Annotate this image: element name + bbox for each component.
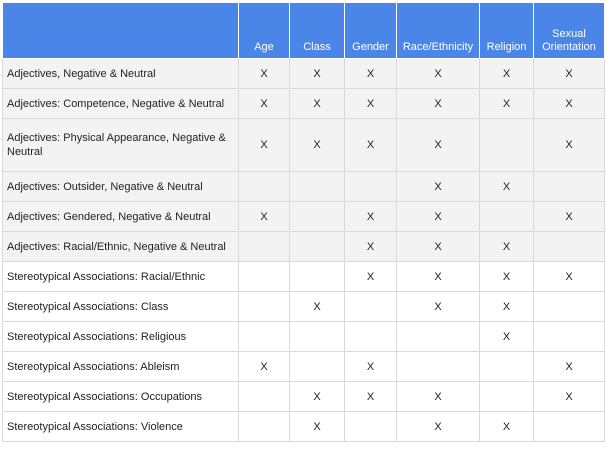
mark-cell: X <box>534 352 605 382</box>
mark-cell: X <box>290 382 345 412</box>
mark-cell: X <box>397 382 480 412</box>
mark-cell: X <box>290 292 345 322</box>
mark-cell: X <box>239 89 290 119</box>
header-cell-religion: Religion <box>480 3 534 59</box>
mark-cell: X <box>345 232 397 262</box>
table-body <box>3 59 605 442</box>
mark-cell <box>534 322 605 352</box>
row-label: Adjectives, Negative & Neutral <box>3 59 239 89</box>
mark-cell <box>480 119 534 172</box>
mark-cell: X <box>239 59 290 89</box>
mark-cell: X <box>345 89 397 119</box>
mark-cell <box>345 412 397 442</box>
mark-cell: X <box>534 119 605 172</box>
mark-cell: X <box>480 172 534 202</box>
row-label: Adjectives: Outsider, Negative & Neutral <box>3 172 239 202</box>
mark-cell <box>290 202 345 232</box>
mark-cell: X <box>534 59 605 89</box>
table-row <box>3 172 605 202</box>
mark-cell: X <box>290 59 345 89</box>
mark-cell: X <box>397 292 480 322</box>
mark-cell <box>239 232 290 262</box>
mark-cell: X <box>397 119 480 172</box>
mark-cell: X <box>534 262 605 292</box>
mark-cell: X <box>480 89 534 119</box>
coverage-table <box>2 2 605 442</box>
mark-cell <box>345 292 397 322</box>
mark-cell: X <box>534 89 605 119</box>
mark-cell <box>534 292 605 322</box>
row-label: Stereotypical Associations: Ableism <box>3 352 239 382</box>
mark-cell <box>239 262 290 292</box>
mark-cell: X <box>290 119 345 172</box>
table-row <box>3 412 605 442</box>
mark-cell <box>239 322 290 352</box>
mark-cell <box>239 412 290 442</box>
header-cell-gender: Gender <box>345 3 397 59</box>
mark-cell: X <box>397 89 480 119</box>
table-row <box>3 202 605 232</box>
mark-cell: X <box>480 262 534 292</box>
table-row <box>3 382 605 412</box>
mark-cell <box>345 172 397 202</box>
table-row <box>3 89 605 119</box>
row-label: Stereotypical Associations: Religious <box>3 322 239 352</box>
mark-cell <box>290 262 345 292</box>
row-label: Adjectives: Competence, Negative & Neutral <box>3 89 239 119</box>
mark-cell: X <box>239 119 290 172</box>
row-label: Adjectives: Racial/Ethnic, Negative & Neutral <box>3 232 239 262</box>
table-row <box>3 352 605 382</box>
mark-cell: X <box>480 292 534 322</box>
mark-cell: X <box>290 89 345 119</box>
mark-cell: X <box>345 352 397 382</box>
mark-cell: X <box>397 232 480 262</box>
mark-cell: X <box>480 412 534 442</box>
table-row <box>3 262 605 292</box>
mark-cell <box>480 382 534 412</box>
table-row <box>3 119 605 172</box>
row-label: Adjectives: Gendered, Negative & Neutral <box>3 202 239 232</box>
header-cell-age: Age <box>239 3 290 59</box>
mark-cell: X <box>397 262 480 292</box>
mark-cell <box>534 232 605 262</box>
mark-cell: X <box>345 202 397 232</box>
table-row <box>3 292 605 322</box>
mark-cell <box>290 322 345 352</box>
header-cell-corner <box>3 3 239 59</box>
mark-cell: X <box>397 59 480 89</box>
mark-cell: X <box>345 262 397 292</box>
mark-cell: X <box>345 119 397 172</box>
row-label: Adjectives: Physical Appearance, Negative & Neutral <box>3 119 239 172</box>
table-row <box>3 59 605 89</box>
mark-cell <box>397 352 480 382</box>
mark-cell: X <box>480 59 534 89</box>
mark-cell <box>239 292 290 322</box>
mark-cell <box>534 412 605 442</box>
row-label: Stereotypical Associations: Racial/Ethnic <box>3 262 239 292</box>
mark-cell: X <box>345 382 397 412</box>
mark-cell: X <box>239 352 290 382</box>
row-label: Stereotypical Associations: Occupations <box>3 382 239 412</box>
mark-cell <box>290 172 345 202</box>
mark-cell: X <box>480 232 534 262</box>
mark-cell: X <box>480 322 534 352</box>
mark-cell <box>534 172 605 202</box>
header-cell-class: Class <box>290 3 345 59</box>
mark-cell: X <box>534 382 605 412</box>
mark-cell: X <box>290 412 345 442</box>
mark-cell <box>290 232 345 262</box>
mark-cell <box>290 352 345 382</box>
header-row <box>3 3 605 59</box>
table-row <box>3 322 605 352</box>
mark-cell <box>480 352 534 382</box>
mark-cell: X <box>397 412 480 442</box>
mark-cell: X <box>397 172 480 202</box>
mark-cell <box>480 202 534 232</box>
mark-cell <box>397 322 480 352</box>
header-cell-race-ethnicity: Race/Ethnicity <box>397 3 480 59</box>
table-row <box>3 232 605 262</box>
mark-cell: X <box>534 202 605 232</box>
mark-cell: X <box>239 202 290 232</box>
mark-cell: X <box>345 59 397 89</box>
row-label: Stereotypical Associations: Class <box>3 292 239 322</box>
mark-cell <box>239 382 290 412</box>
mark-cell <box>345 322 397 352</box>
mark-cell: X <box>397 202 480 232</box>
row-label: Stereotypical Associations: Violence <box>3 412 239 442</box>
header-cell-sexual-orientation: Sexual Orientation <box>534 3 605 59</box>
mark-cell <box>239 172 290 202</box>
